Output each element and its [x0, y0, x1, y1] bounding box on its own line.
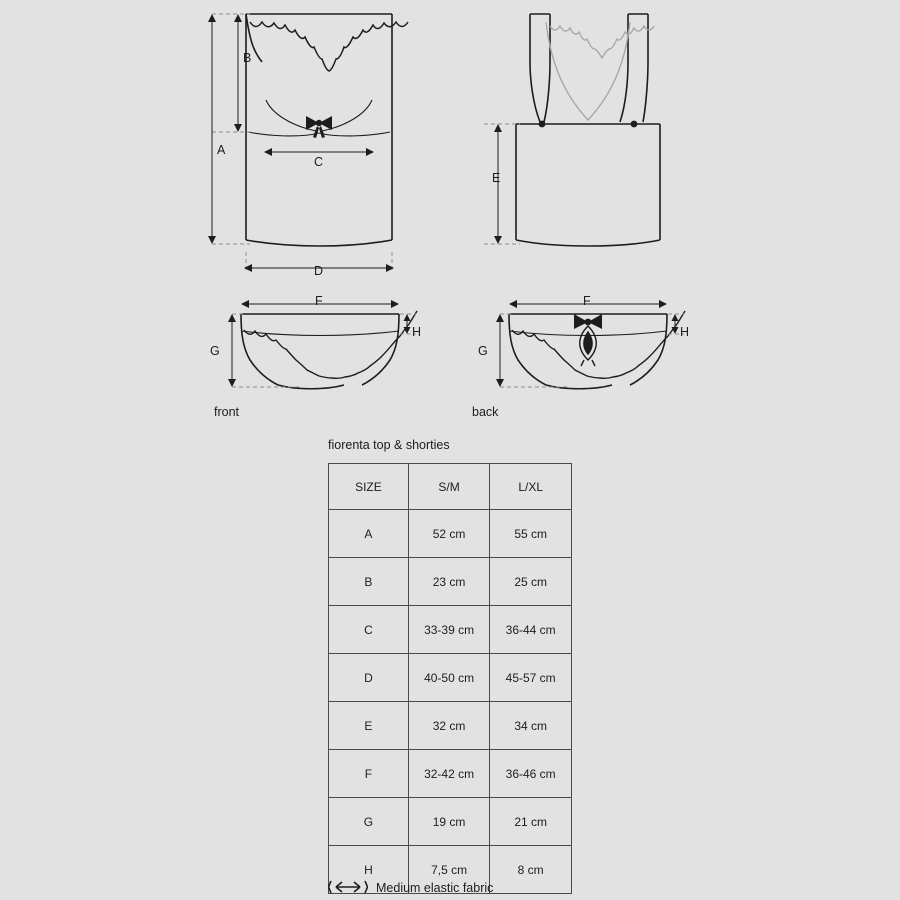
top-back-illustration — [516, 14, 660, 246]
dim-label-h-back: H — [680, 325, 690, 339]
row-sm: 7,5 cm — [408, 846, 489, 894]
table-row — [329, 750, 572, 798]
top-front-illustration — [246, 14, 392, 246]
row-sm: 32 cm — [408, 702, 489, 750]
elastic-footnote-text: Medium elastic fabric — [376, 881, 494, 896]
row-label: A — [329, 510, 409, 558]
scalloped-neckline-front — [250, 22, 408, 71]
scallop-edge-front — [244, 311, 417, 378]
row-sm: 40-50 cm — [408, 654, 489, 702]
dimension-lines-top-front — [208, 14, 394, 272]
row-sm: 23 cm — [408, 558, 489, 606]
row-lxl: 21 cm — [490, 798, 572, 846]
row-label: C — [329, 606, 409, 654]
row-sm: 32-42 cm — [408, 750, 489, 798]
dimension-lines-top-back — [484, 124, 520, 244]
caption-back: back — [472, 405, 499, 419]
dimension-lines-shorties-front — [228, 300, 416, 387]
dim-label-f-front: F — [315, 294, 323, 308]
dim-label-f-back: F — [583, 294, 591, 308]
elastic-footnote — [328, 880, 493, 897]
shorties-front-illustration — [241, 314, 399, 389]
row-label: E — [329, 702, 409, 750]
dim-label-g-front: G — [210, 344, 220, 358]
caption-front: front — [214, 405, 240, 419]
row-lxl: 45-57 cm — [490, 654, 572, 702]
ghost-neckline-back — [546, 22, 654, 120]
row-lxl: 25 cm — [490, 558, 572, 606]
row-lxl: 36-44 cm — [490, 606, 572, 654]
dim-label-c: C — [314, 155, 324, 169]
lace-motif-back — [580, 326, 597, 366]
table-row — [329, 798, 572, 846]
dim-label-h-front: H — [412, 325, 422, 339]
row-lxl: 36-46 cm — [490, 750, 572, 798]
dim-label-d: D — [314, 264, 324, 278]
row-lxl: 8 cm — [490, 846, 572, 894]
row-sm: 52 cm — [408, 510, 489, 558]
row-sm: 33-39 cm — [408, 606, 489, 654]
diagram-svg — [0, 0, 900, 430]
table-row — [329, 654, 572, 702]
header-lxl: L/XL — [490, 464, 572, 510]
row-sm: 19 cm — [408, 798, 489, 846]
table-row — [329, 558, 572, 606]
elastic-arrow-glyph — [328, 880, 368, 894]
table-row — [329, 510, 572, 558]
row-lxl: 34 cm — [490, 702, 572, 750]
elastic-arrow-icon — [328, 880, 368, 897]
row-label: H — [329, 846, 409, 894]
table-header-row — [329, 464, 572, 510]
dim-label-a: A — [217, 143, 226, 157]
table-title: fiorenta top & shorties — [328, 438, 450, 452]
table-row — [329, 702, 572, 750]
underbust-seam — [248, 100, 390, 136]
header-size: SIZE — [329, 464, 409, 510]
row-label: G — [329, 798, 409, 846]
dim-label-b: B — [243, 51, 252, 65]
dim-label-g-back: G — [478, 344, 488, 358]
header-sm: S/M — [408, 464, 489, 510]
row-label: B — [329, 558, 409, 606]
size-table — [328, 463, 572, 894]
row-label: D — [329, 654, 409, 702]
dim-label-e: E — [492, 171, 501, 185]
row-label: F — [329, 750, 409, 798]
garment-diagrams — [0, 0, 900, 430]
table-row — [329, 606, 572, 654]
row-lxl: 55 cm — [490, 510, 572, 558]
